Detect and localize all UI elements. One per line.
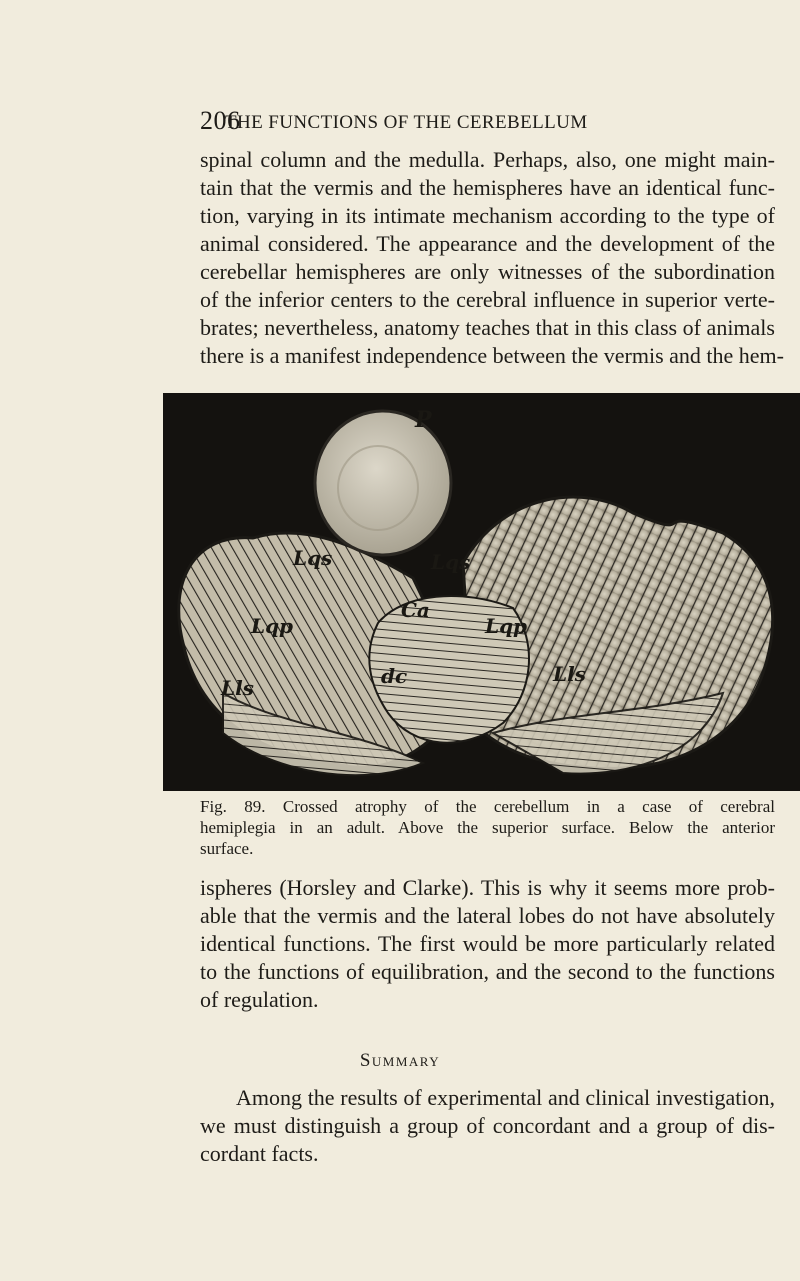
text-line: cerebellar hemispheres are only witnesses of the subordination — [200, 259, 775, 284]
text-line: of regulation. — [200, 987, 319, 1012]
figure-label-dc: dc — [381, 664, 408, 688]
text-line: Among the results of experimental and clinical investigation, — [236, 1085, 775, 1110]
text-line: there is a manifest independence between the vermis and the hem- — [200, 343, 784, 368]
text-line: identical functions. The first would be more particularly related — [200, 931, 775, 956]
figure-label-lqp-right: Lqp — [485, 614, 528, 638]
caption-line: Fig. 89. Crossed atrophy of the cerebellum in a case of cerebral — [200, 797, 775, 816]
text-line: cordant facts. — [200, 1141, 319, 1166]
figure-label-lls-right: Lls — [553, 662, 586, 686]
paragraph-1 — [200, 146, 784, 370]
paragraph-2 — [200, 874, 775, 1014]
caption-line: surface. — [200, 839, 254, 858]
figure-label-lqs-right: Lqs — [431, 550, 471, 574]
figure-label-ca: Ca — [401, 598, 430, 622]
cerebellum-figure — [163, 393, 800, 791]
figure-label-lqp-left: Lqp — [251, 614, 294, 638]
caption-line: hemiplegia in an adult. Above the superior surface. Below the anterior — [200, 818, 775, 837]
running-head: THE FUNCTIONS OF THE CEREBELLUM — [225, 112, 588, 133]
text-line: we must distinguish a group of concordant and a group of dis- — [200, 1113, 775, 1138]
page-number: 206 — [200, 106, 241, 135]
figure-label-p: P — [415, 407, 432, 433]
text-line: ispheres (Horsley and Clarke). This is why it seems more prob- — [200, 875, 775, 900]
section-title: Summary — [359, 1050, 441, 1071]
text-line: animal considered. The appearance and the development of the — [200, 231, 775, 256]
text-line: tion, varying in its intimate mechanism according to the type of — [200, 203, 775, 228]
figure-label-lls-left: Lls — [221, 676, 254, 700]
figure-label-lqs-left: Lqs — [293, 546, 333, 570]
text-line: of the inferior centers to the cerebral influence in superior verte- — [200, 287, 775, 312]
paragraph-3 — [200, 1084, 775, 1168]
cerebellum-illustration — [163, 393, 800, 791]
text-line: tain that the vermis and the hemispheres have an identical func- — [200, 175, 775, 200]
text-line: to the functions of equilibration, and the second to the functions — [200, 959, 775, 984]
text-line: able that the vermis and the lateral lobes do not have absolutely — [200, 903, 775, 928]
text-line: spinal column and the medulla. Perhaps, also, one might main- — [200, 147, 775, 172]
text-line: brates; nevertheless, anatomy teaches that in this class of animals — [200, 315, 775, 340]
figure-caption — [200, 796, 775, 859]
